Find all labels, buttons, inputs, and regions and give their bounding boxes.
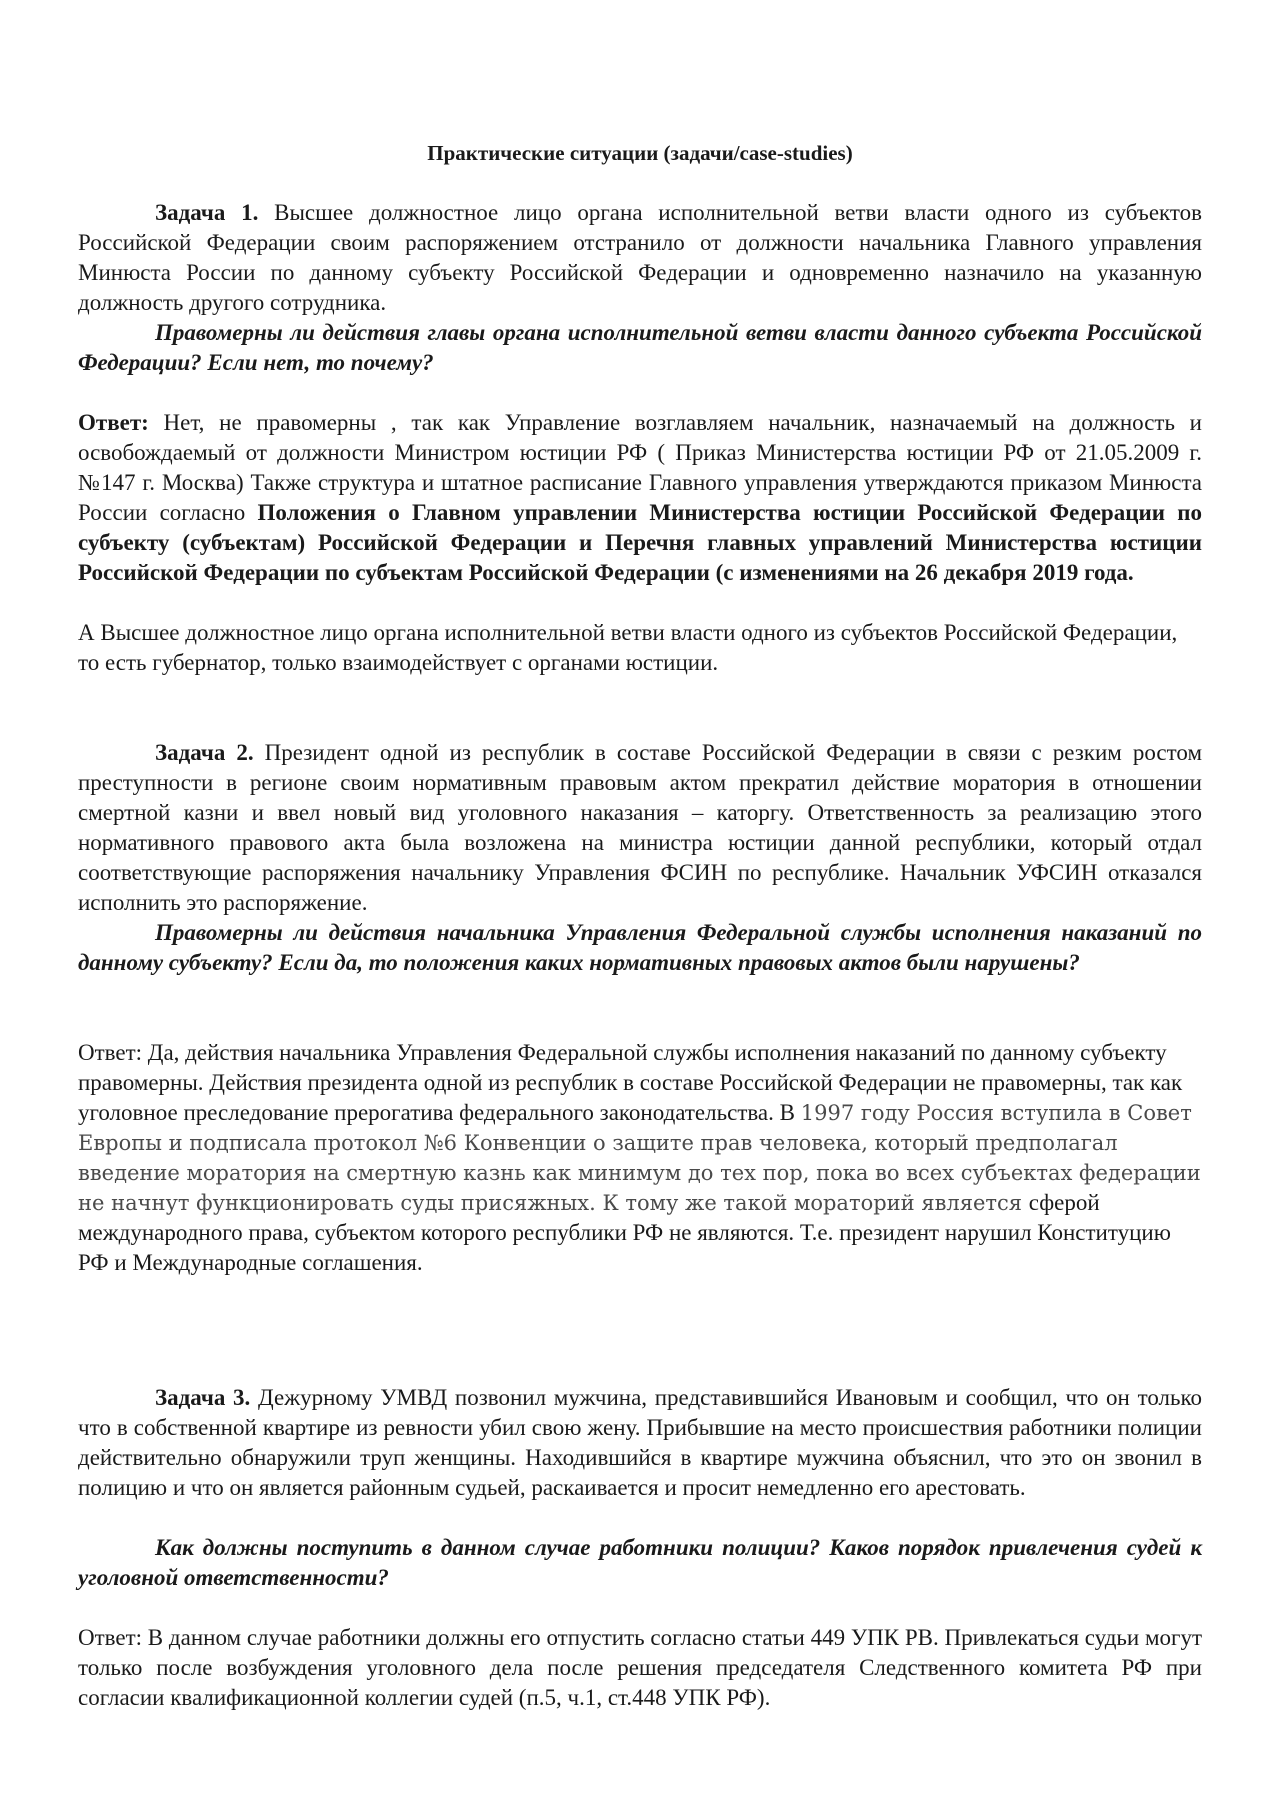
task1-label: Задача 1.: [155, 200, 259, 225]
task2-answer-part1: Ответ: Да, действия начальника Управления Федеральной службы исполнения наказаний по данному субъекту правомерны. Действия президента одной из республик в составе Российской Федерации не правомерны, так как уголовное преследование прерогатива федерального законодательства. В: [78, 1040, 1183, 1125]
task1-answer: [78, 408, 1202, 588]
task2-answer: [78, 1038, 1202, 1278]
task2-text: Президент одной из республик в составе Российской Федерации в связи с резким ростом преступности в регионе своим нормативным правовым актом прекратил действие моратория в отношении смертной казни и ввел новый вид уголовного наказания – каторгу. Ответственность за реализацию этого нормативного правового акта была возложена на министра юстиции данной республики, который отдал соответствующие распоряжения начальнику Управления ФСИН по республике. Начальник УФСИН отказался исполнить это распоряжение.: [78, 740, 1202, 915]
task3-statement: [78, 1383, 1202, 1503]
task3-text: Дежурному УМВД позвонил мужчина, представившийся Ивановым и сообщил, что он только что в собственной квартире из ревности убил свою жену. Прибывшие на место происшествия работники полиции действительно обнаружили труп женщины. Находившийся в квартире мужчина объяснил, что это он звонил в полицию и что он является районным судьей, раскаивается и просит немедленно его арестовать.: [78, 1385, 1203, 1500]
task2-answer-part2: сферой международного права, субъектом которого республики РФ не являются. Т.е. президент нарушил Конституцию РФ и Международные соглашения.: [78, 1190, 1171, 1275]
task1-answer-bold: Положения о Главном управлении Министерства юстиции Российской Федерации по субъекту (субъектам) Российской Федерации и Перечня главных управлений Министерства юстиции Российской Федерации по субъектам Российской Федерации (с изменениями на 26 декабря 2019 года.: [78, 500, 1202, 585]
task1-answer-label: Ответ:: [78, 410, 149, 435]
task1-answer-extra: А Высшее должностное лицо органа исполнительной ветви власти одного из субъектов Российской Федерации, то есть губернатор, только взаимодействует с органами юстиции.: [78, 620, 1178, 675]
task2-answer-grey: 1997 году Россия вступила в Совет Европы и подписала протокол №6 Конвенции о защите прав человека, который предполагал введение моратория на смертную казнь как минимум до тех пор, пока во всех субъектах федерации не начнут функционировать суды присяжных. К тому же такой мораторий является: [78, 1101, 1201, 1215]
task3-question: Как должны поступить в данном случае работники полиции? Каков порядок привлечения судей к уголовной ответственности?: [78, 1535, 1202, 1590]
task1-answer-text: Нет, не правомерны , так как Управление возглавляем начальник, назначаемый на должность и освобождаемый от должности Министром юстиции РФ ( Приказ Министерства юстиции РФ от 21.05.2009 г. №147 г. Москва) Также структура и штатное расписание Главного управления утверждаются приказом Минюста России согласно: [78, 410, 1202, 525]
page-title: Практические ситуации (задачи/case-studies): [427, 141, 853, 165]
task1-statement: [78, 198, 1202, 318]
task1-text: Высшее должностное лицо органа исполнительной ветви власти одного из субъектов Российской Федерации своим распоряжением отстранило от должности начальника Главного управления Минюста России по данному субъекту Российской Федерации и одновременно назначило на указанную должность другого сотрудника.: [78, 200, 1203, 315]
task2-question: Правомерны ли действия начальника Управления Федеральной службы исполнения наказаний по данному субъекту? Если да, то положения каких нормативных правовых актов были нарушены?: [78, 920, 1202, 975]
task2-statement: [78, 738, 1202, 918]
task2-label: Задача 2.: [155, 740, 254, 765]
task3-answer: Ответ: В данном случае работники должны его отпустить согласно статьи 449 УПК РВ. Привлекаться судьи могут только после возбуждения уголовного дела после решения председателя Следственного комитета РФ при согласии квалификационной коллегии судей (п.5, ч.1, ст.448 УПК РФ).: [78, 1625, 1202, 1710]
task3-label: Задача 3.: [155, 1385, 251, 1410]
task1-question: Правомерны ли действия главы органа исполнительной ветви власти данного субъекта Российской Федерации? Если нет, то почему?: [78, 320, 1202, 375]
